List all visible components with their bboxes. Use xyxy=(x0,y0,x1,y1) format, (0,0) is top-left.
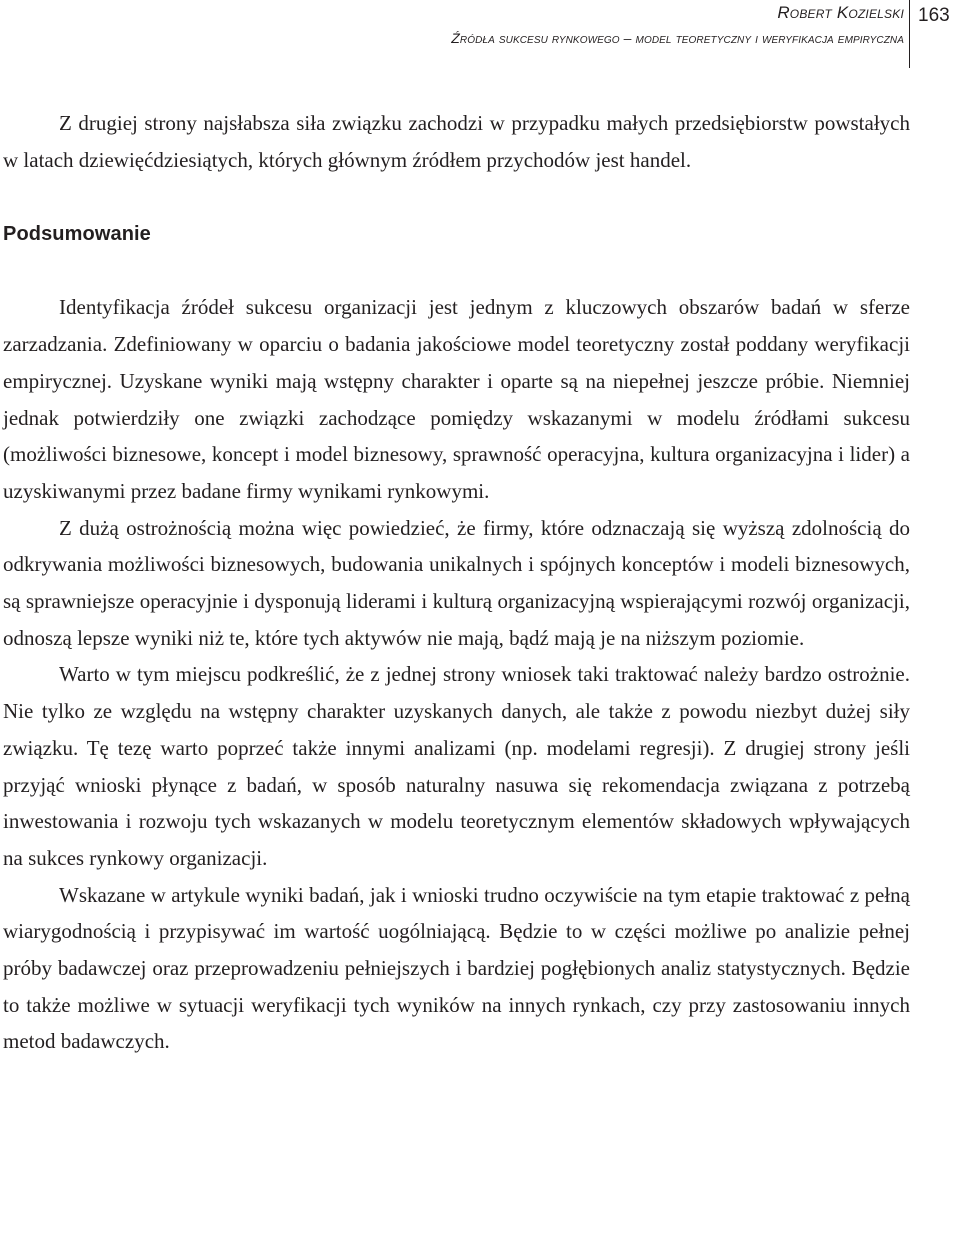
intro-paragraph: Z drugiej strony najsłabsza siła związku zachodzi w przypadku małych przedsiębiorstw powstałych w latach dziewięćdziesiątych, których głównym źródłem przychodów jest handel. xyxy=(3,111,910,172)
body-paragraph: Identyfikacja źródeł sukcesu organizacji jest jednym z kluczowych obszarów badań w sferze zarzadzania. Zdefiniowany w oparciu o badania jakościowe model teoretyczny został poddany weryfikacji empirycznej. Uzyskane wyniki mają wstępny charakter i oparte są na niepełnej jeszcze próbie. Niemniej jednak potwierdziły one związki zachodzące pomiędzy wskazanymi w modelu źródłami sukcesu (możliwości biznesowe, koncept i model biznesowy, sprawność operacyjna, kultura organizacyjna i lider) a uzyskiwanymi przez badane firmy wynikami rynkowymi. xyxy=(3,295,910,503)
body-paragraph: Z dużą ostrożnością można więc powiedzieć, że firmy, które odznaczają się wyższą zdolnością do odkrywania możliwości biznesowych, budowania unikalnych i spójnych konceptów i modeli biznesowych, są sprawniejsze operacyjnie i dysponują liderami i kulturą organizacyjną wspierającymi rozwój organizacji, odnoszą lepsze wyniki niż te, które tych aktywów nie mają, bądź mają je na niższym poziomie. xyxy=(3,515,910,650)
header-author: Robert Kozielski xyxy=(777,3,904,22)
section-heading: Podsumowanie xyxy=(3,223,151,246)
header-subtitle: Źródła sukcesu rynkowego – model teoretyczny i weryfikacja empiryczna xyxy=(451,30,904,46)
body-paragraph: Wskazane w artykule wyniki badań, jak i wnioski trudno oczywiście na tym etapie traktować z pełną wiarygodnością i przypisywać im wartość uogólniającą. Będzie to w części możliwe po analizie pełnej próby badawczej oraz przeprowadzeniu pełniejszych i bardziej pogłębionych analiz statystycznych. Będzie to także możliwe w sytuacji weryfikacji tych wyników na innych rynkach, czy przy zastosowaniu innych metod badawczych. xyxy=(3,882,910,1054)
header-divider xyxy=(909,0,910,68)
header-text-block xyxy=(451,2,904,49)
running-header xyxy=(0,0,960,68)
body-paragraph: Warto w tym miejscu podkreślić, że z jednej strony wniosek taki traktować należy bardzo ostrożnie. Nie tylko ze względu na wstępny charakter uzyskanych danych, ale także z powodu niezbyt dużej siły związku. Tę tezę warto poprzeć także innymi analizami (np. modelami regresji). Z drugiej strony jeśli przyjąć wnioski płynące z badań, w sposób naturalny nasuwa się rekomendacja związana z potrzebą inwestowania i rozwoju tych wskazanych w modelu teoretycznym elementów składowych wpływających na sukces rynkowy organizacji. xyxy=(3,662,910,870)
page-number: 163 xyxy=(918,5,950,26)
page-body xyxy=(3,105,910,1060)
